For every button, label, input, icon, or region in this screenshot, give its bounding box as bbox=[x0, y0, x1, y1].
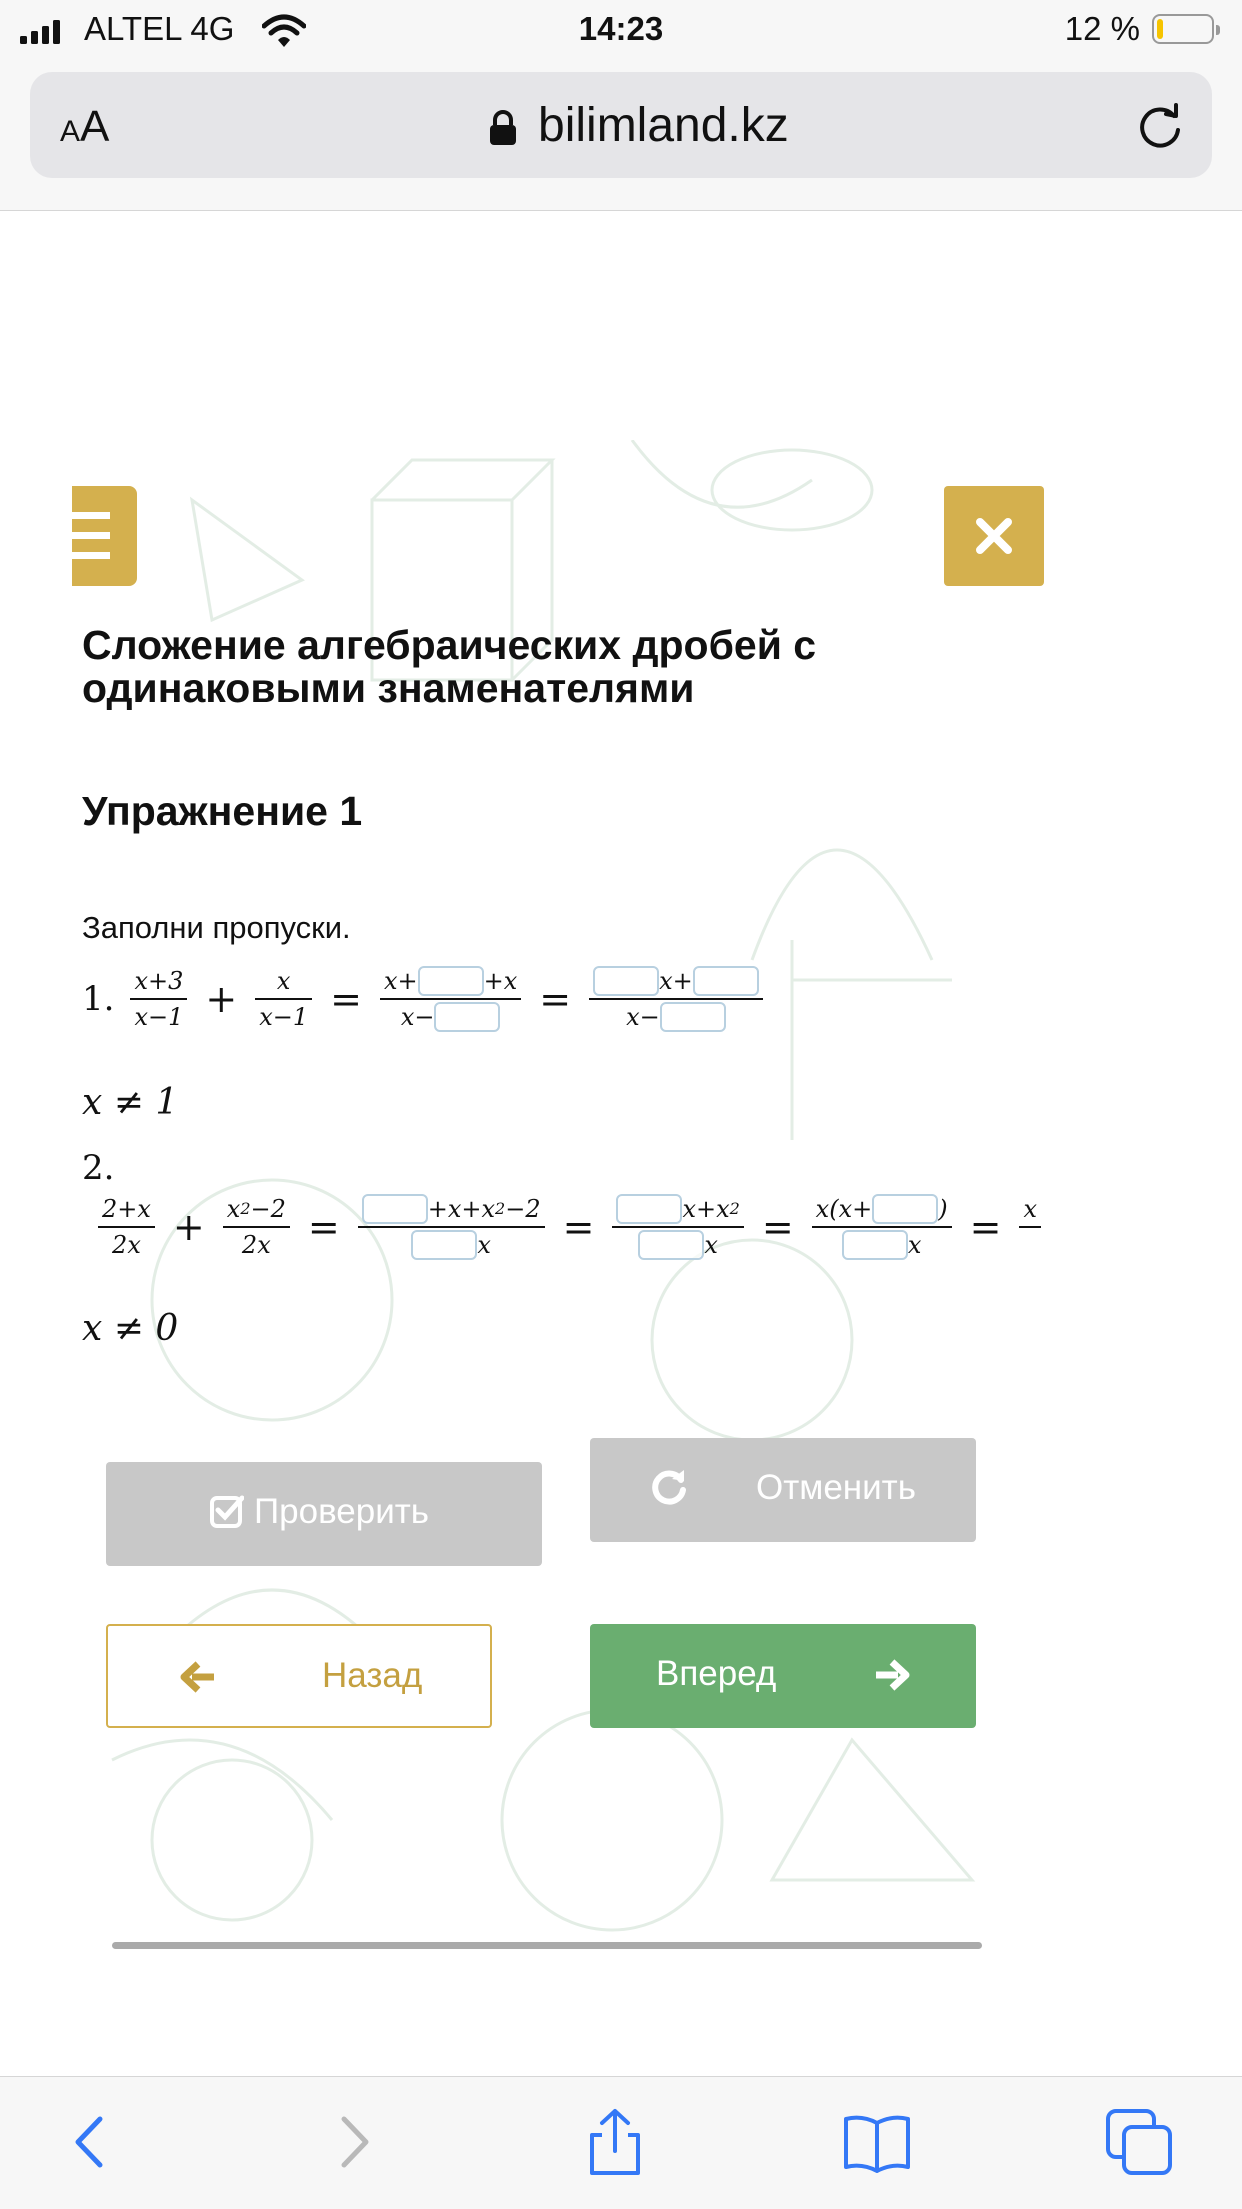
forward-icon[interactable] bbox=[318, 2107, 388, 2177]
check-button[interactable] bbox=[106, 1462, 542, 1566]
checkbox-icon bbox=[210, 1494, 244, 1528]
lesson-content bbox=[72, 440, 1044, 1960]
next-button[interactable] bbox=[590, 1624, 976, 1728]
check-label: Проверить bbox=[254, 1492, 430, 1531]
problem-number: 1. bbox=[82, 979, 115, 1019]
close-button[interactable] bbox=[944, 486, 1044, 586]
status-bar bbox=[0, 0, 1242, 64]
address-bar[interactable] bbox=[30, 72, 1212, 178]
battery-icon bbox=[1152, 14, 1214, 44]
next-label: Вперед bbox=[656, 1654, 777, 1693]
problem-2-condition: x ≠ 0 bbox=[82, 1308, 179, 1349]
exercise-heading: Упражнение 1 bbox=[82, 788, 363, 834]
menu-button[interactable] bbox=[72, 486, 137, 586]
arrow-left-icon bbox=[180, 1660, 216, 1694]
reload-icon[interactable] bbox=[1134, 100, 1186, 152]
page-title: Сложение алгебраических дробей с одинаковыми знаменателями bbox=[82, 622, 817, 711]
undo-icon bbox=[650, 1468, 688, 1506]
share-icon[interactable] bbox=[580, 2107, 650, 2177]
fraction: x+x 2 x bbox=[612, 1192, 743, 1262]
answer-input[interactable] bbox=[616, 1194, 682, 1224]
answer-input[interactable] bbox=[660, 1002, 726, 1032]
lock-icon bbox=[488, 110, 518, 146]
answer-input[interactable] bbox=[842, 1230, 908, 1260]
answer-input[interactable] bbox=[693, 966, 759, 996]
battery-percent: 12 % bbox=[1064, 10, 1140, 47]
text-size-button[interactable]: AA bbox=[60, 102, 110, 151]
fraction: $\frac{x}{x-1}$ bbox=[255, 964, 312, 1034]
answer-input[interactable] bbox=[418, 966, 484, 996]
fraction: x 2 −2 2x bbox=[223, 1192, 290, 1262]
fraction: x+ +x x− bbox=[380, 964, 521, 1034]
answer-input[interactable] bbox=[411, 1230, 477, 1260]
arrow-right-icon bbox=[874, 1658, 910, 1692]
horizontal-scrollbar[interactable] bbox=[112, 1942, 982, 1949]
browser-toolbar bbox=[0, 2076, 1242, 2209]
tabs-icon[interactable] bbox=[1104, 2107, 1174, 2177]
browser-header bbox=[0, 64, 1242, 211]
cancel-button[interactable] bbox=[590, 1438, 976, 1542]
answer-input[interactable] bbox=[362, 1194, 428, 1224]
url-text[interactable]: bilimland.kz bbox=[538, 99, 789, 152]
carrier-name: ALTEL 4G bbox=[84, 10, 235, 47]
fraction: x bbox=[1019, 1192, 1041, 1262]
answer-input[interactable] bbox=[593, 966, 659, 996]
close-icon bbox=[974, 516, 1014, 556]
bookmarks-icon[interactable] bbox=[842, 2107, 912, 2177]
problem-1-condition: x ≠ 1 bbox=[82, 1082, 179, 1123]
cancel-label: Отменить bbox=[756, 1468, 916, 1507]
back-button[interactable] bbox=[106, 1624, 492, 1728]
fraction: $\frac{x+}{x-}$ bbox=[589, 964, 763, 1034]
answer-input[interactable] bbox=[872, 1194, 938, 1224]
fraction: $\frac{2+x}{2x}$ bbox=[98, 1192, 155, 1262]
fraction: +x+x 2 −2 x bbox=[358, 1192, 545, 1262]
answer-input[interactable] bbox=[638, 1230, 704, 1260]
fraction: $\frac{x+3}{x-1}$ bbox=[130, 964, 187, 1034]
clock: 14:23 bbox=[578, 10, 664, 47]
back-label: Назад bbox=[322, 1656, 423, 1695]
problem-1-equation: 1. $\frac{x+3}{x-1}$ + $\frac{x}{x-1}$ = x+ +x x− = $\frac{x+}{x-}$ bbox=[82, 964, 769, 1034]
answer-input[interactable] bbox=[434, 1002, 500, 1032]
instruction-text: Заполни пропуски. bbox=[82, 910, 351, 945]
problem-2-equation: $\frac{2+x}{2x}$ + x 2 −2 2x = +x+x 2 −2 x = x+x 2 x = x(x+ ) x = x bbox=[92, 1192, 1044, 1262]
fraction: x(x+ ) x bbox=[812, 1192, 952, 1262]
problem-number: 2. bbox=[82, 1148, 115, 1188]
back-icon[interactable] bbox=[56, 2107, 126, 2177]
